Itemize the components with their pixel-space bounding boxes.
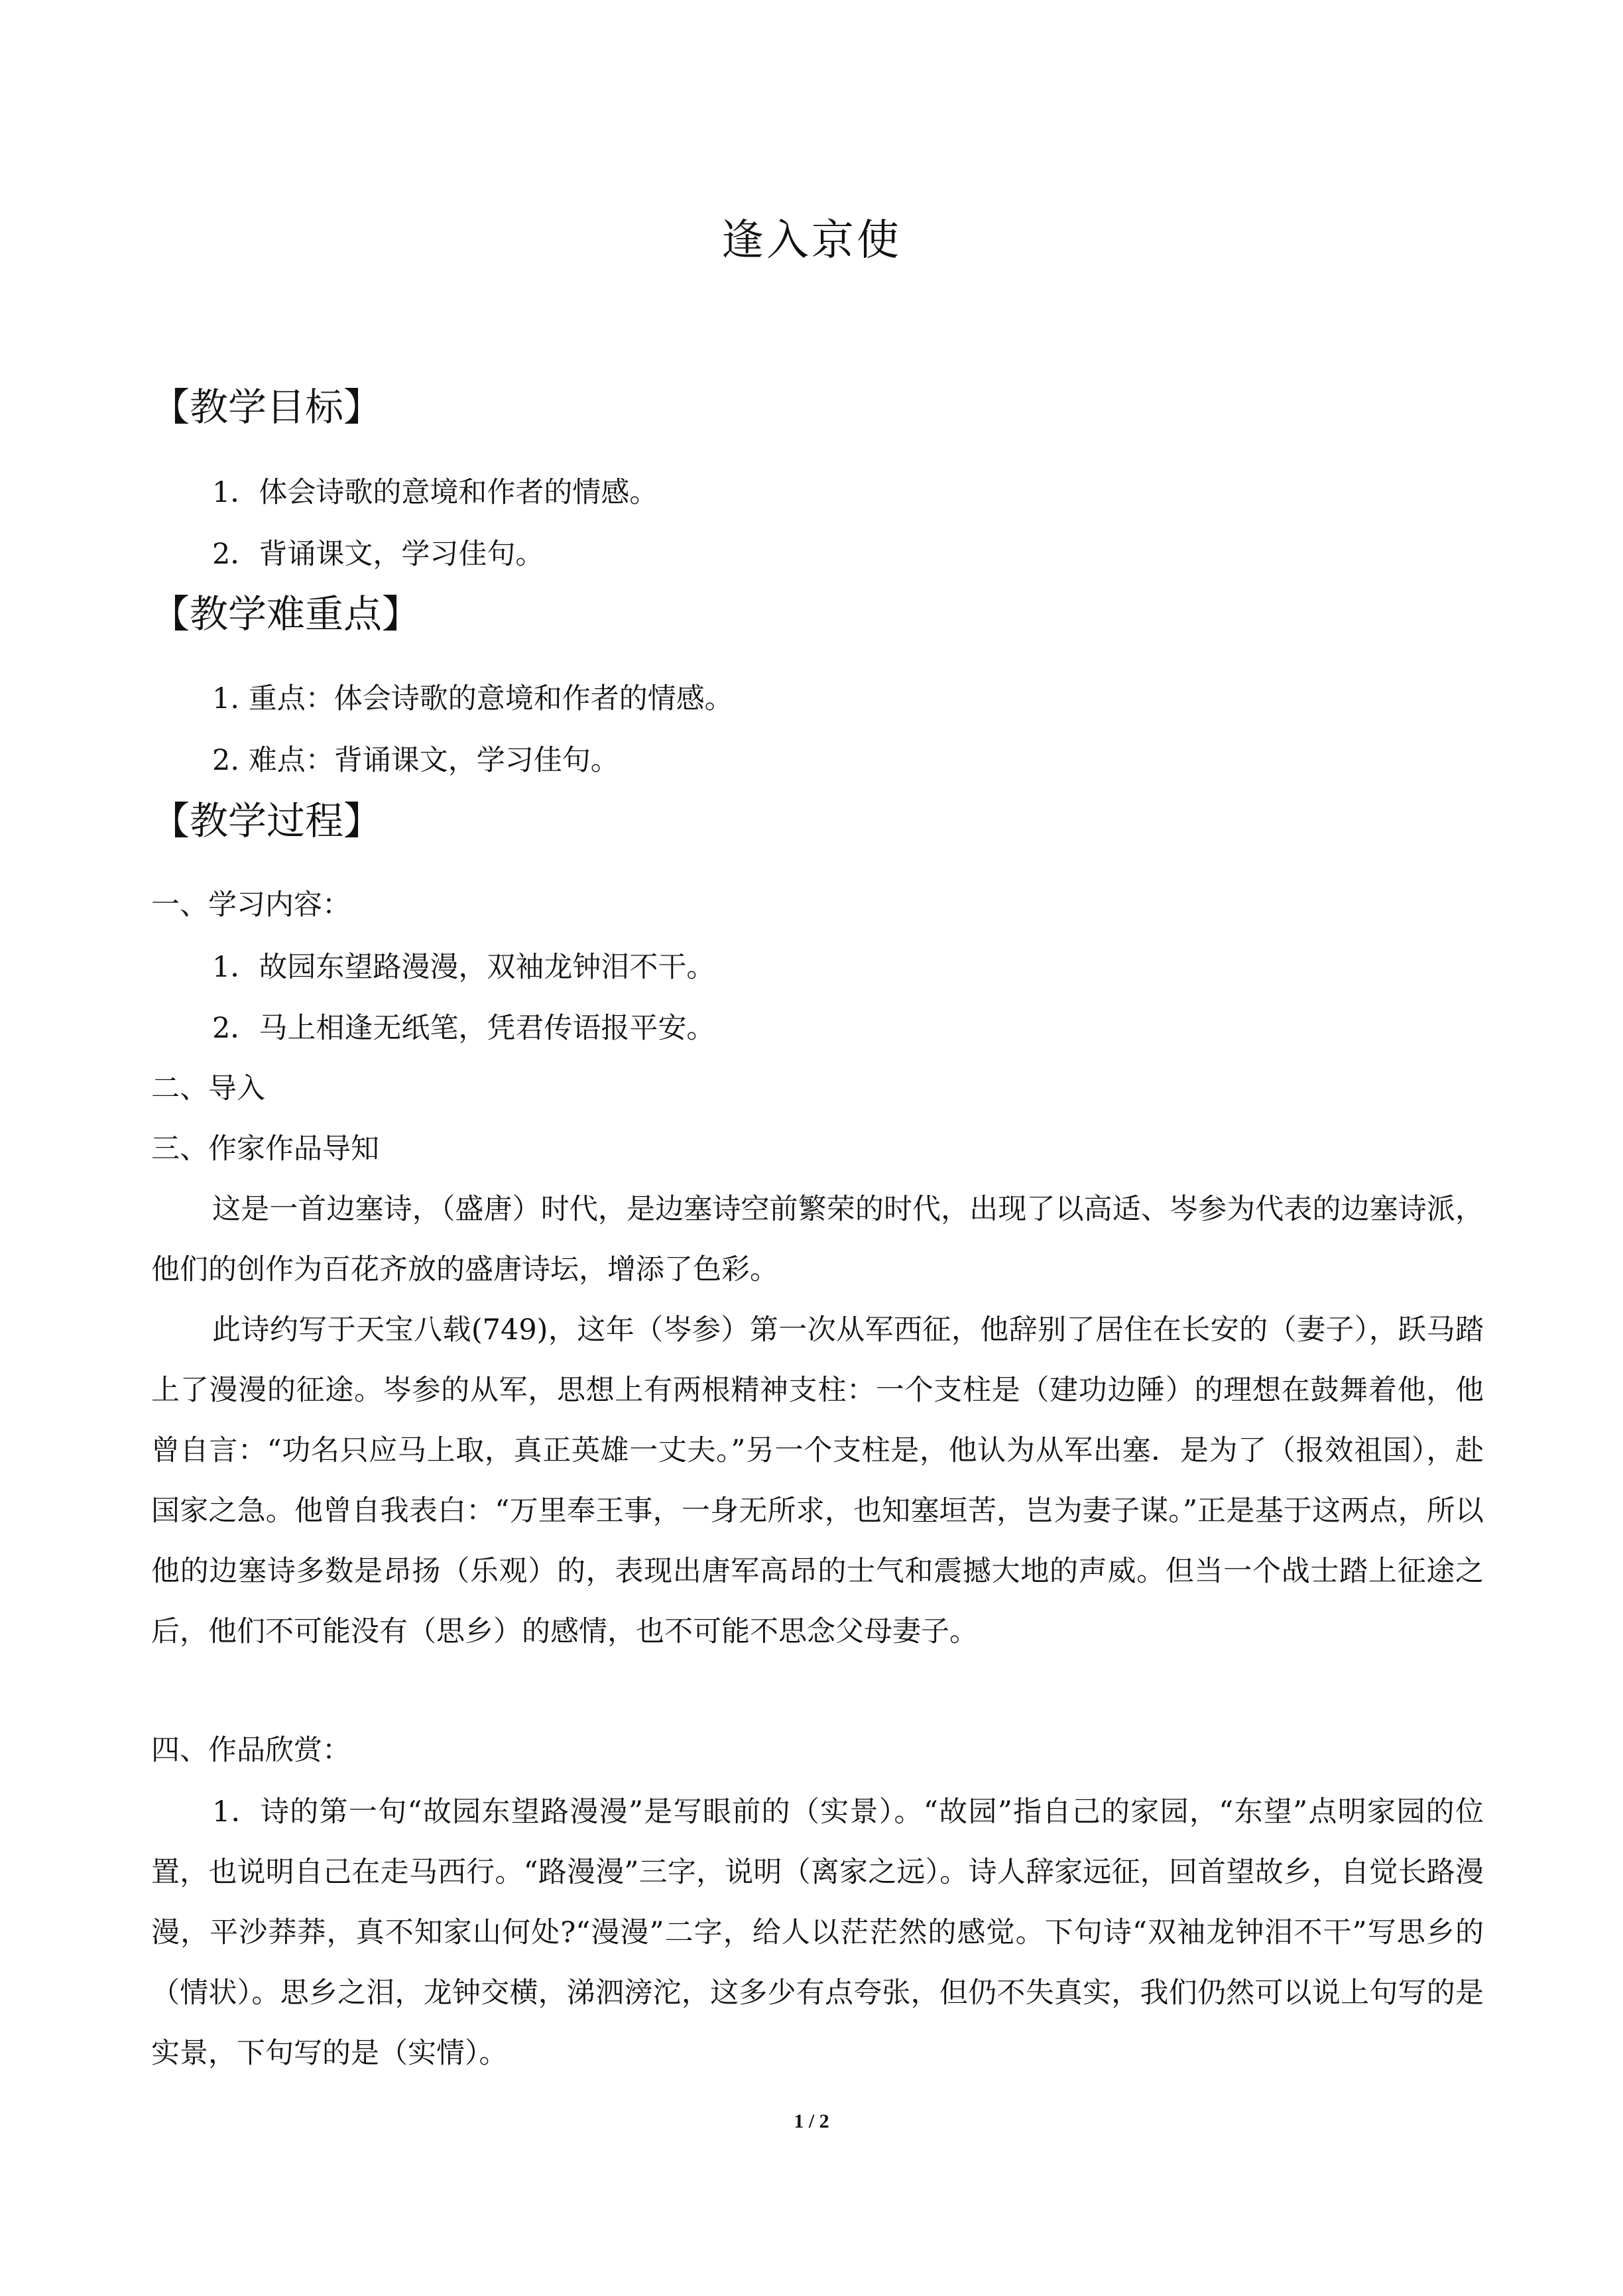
study-item-2: 2．马上相逢无纸笔，凭君传语报平安。: [212, 1012, 715, 1045]
part3-paragraph-1: 这是一首边塞诗，（盛唐）时代，是边塞诗空前繁荣的时代，出现了以高适、岑参为代表的边塞诗派，他们的创作为百花齐放的盛唐诗坛，增添了色彩。: [151, 1193, 1484, 1286]
objective-item-1: 1．体会诗歌的意境和作者的情感。: [212, 476, 658, 509]
part2-heading: 二、导入: [151, 1072, 265, 1105]
process-heading: 【教学过程】: [151, 798, 383, 843]
page-number: 1 / 2: [794, 2110, 829, 2132]
document-title: 逢入京使: [721, 216, 902, 265]
key-point-item-2: 2. 难点：背诵课文，学习佳句。: [212, 744, 619, 777]
study-item-1: 1．故园东望路漫漫，双袖龙钟泪不干。: [212, 951, 715, 984]
part4-heading: 四、作品欣赏：: [151, 1734, 351, 1767]
part1-heading: 一、学习内容：: [151, 888, 351, 922]
key-points-heading: 【教学难重点】: [151, 591, 421, 636]
part3-heading: 三、作家作品导知: [151, 1132, 379, 1166]
objective-item-2: 2．背诵课文，学习佳句。: [212, 538, 544, 571]
objectives-heading: 【教学目标】: [151, 385, 383, 430]
key-point-item-1: 1. 重点：体会诗歌的意境和作者的情感。: [212, 682, 733, 715]
part3-paragraph-2: 此诗约写于天宝八载(749)，这年（岑参）第一次从军西征，他辞别了居住在长安的（妻子），跃马踏上了漫漫的征途。岑参的从军，思想上有两根精神支柱：一个支柱是（建功边陲）的理想在鼓舞着他，他曾自言：“功名只应马上取，真正英雄一丈夫。”另一个支柱是，他认为从军出塞．是为了（报效祖国），赴国家之急。他曾自我表白：“万里奉王事，一身无所求，也知塞垣苦，岂为妻子谋。”正是基于这两点，所以他的边塞诗多数是昂扬（乐观）的，表现出唐军高昂的士气和震撼大地的声威。但当一个战士踏上征途之后，他们不可能没有（思乡）的感情，也不可能不思念父母妻子。: [151, 1313, 1484, 1648]
part4-paragraph-1: 1．诗的第一句“故园东望路漫漫”是写眼前的（实景）。“故园”指自己的家园，“东望”点明家园的位置，也说明自己在走马西行。“路漫漫”三字，说明（离家之远）。诗人辞家远征，回首望故乡，自觉长路漫漫，平沙莽莽，真不知家山何处?“漫漫”二字，给人以茫茫然的感觉。下句诗“双袖龙钟泪不干”写思乡的（情状）。思乡之泪，龙钟交横，涕泗滂沱，这多少有点夸张，但仍不失真实，我们仍然可以说上句写的是实景，下句写的是（实情）。: [151, 1795, 1484, 2070]
